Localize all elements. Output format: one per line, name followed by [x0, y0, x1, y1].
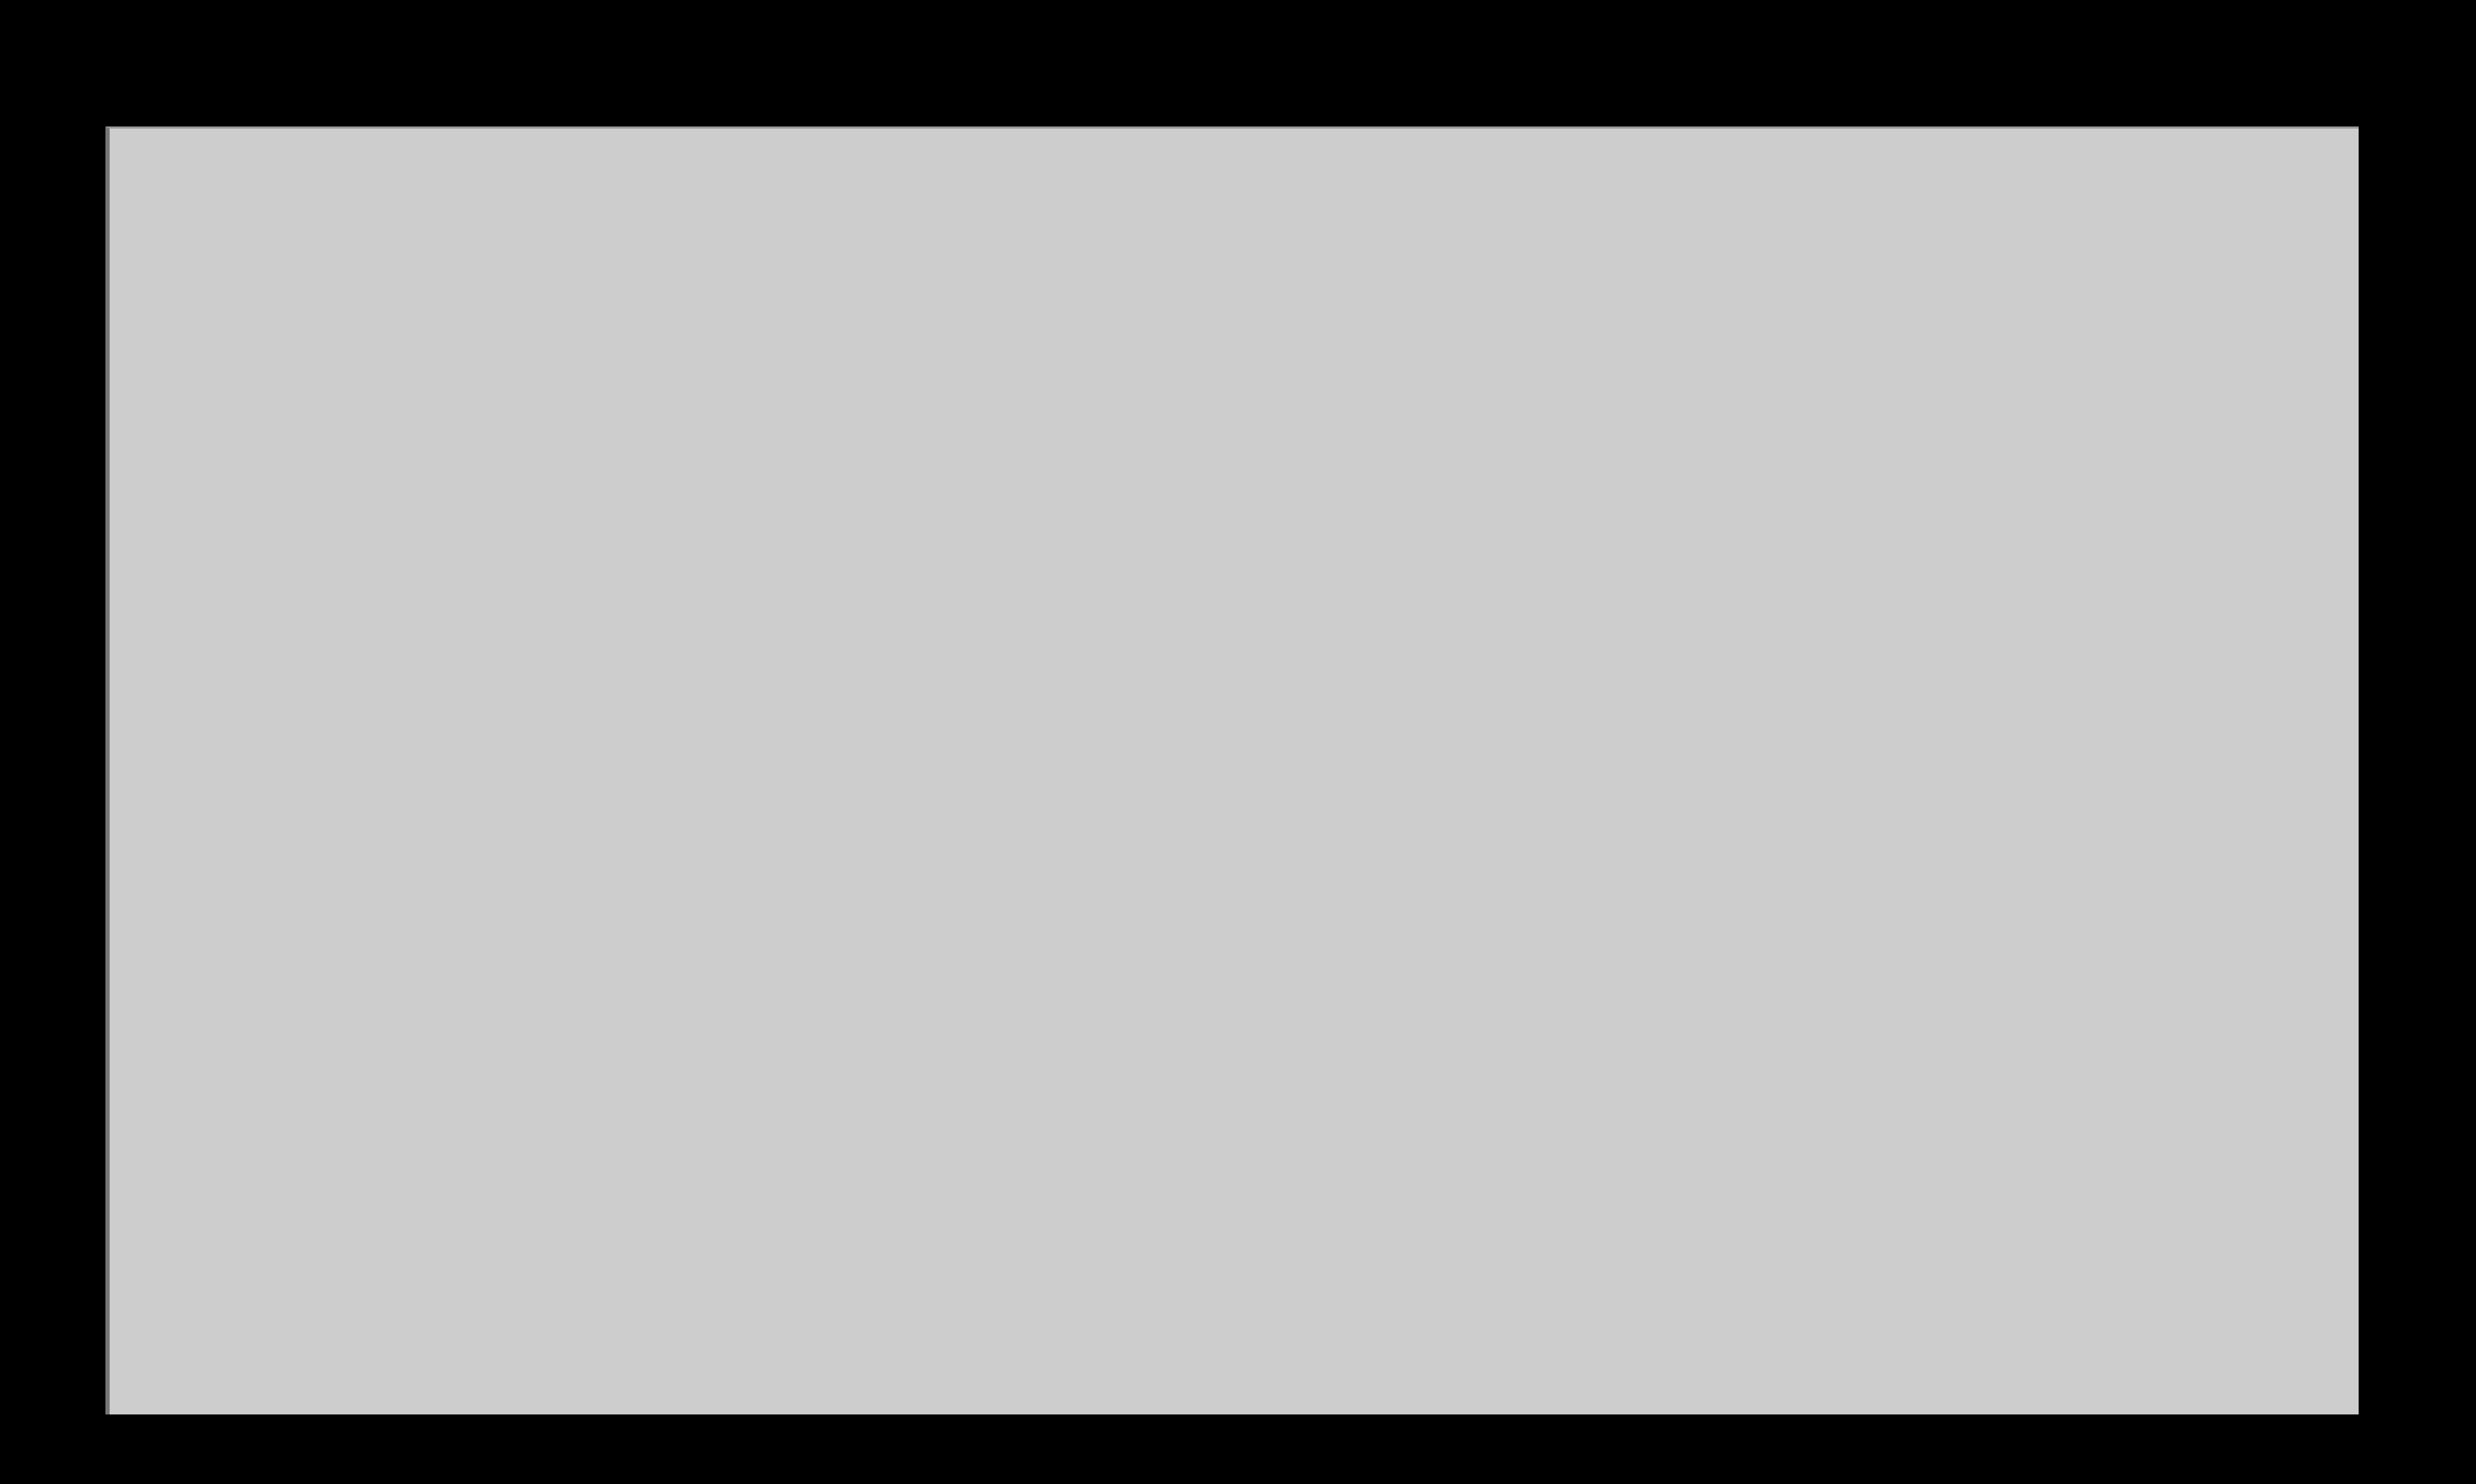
- census-card: [105, 126, 2359, 1414]
